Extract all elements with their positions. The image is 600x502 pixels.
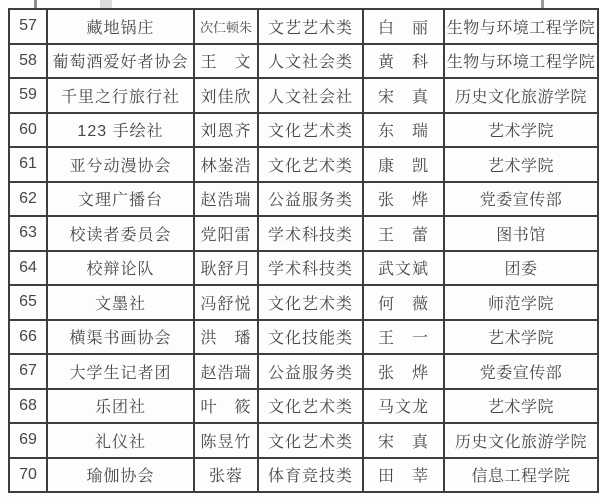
cell-category: 体育竞技类 [258, 458, 363, 493]
table-row [9, 147, 598, 182]
cell-category: 学术科技类 [258, 251, 363, 286]
table-row [9, 320, 598, 355]
cell-no: 68 [9, 389, 47, 424]
cell-club: 千里之行旅行社 [47, 78, 194, 113]
table-row [9, 113, 598, 148]
cell-category: 文化技能类 [258, 320, 363, 355]
cell-unit: 历史文化旅游学院 [444, 78, 598, 113]
cell-club: 礼仪社 [47, 423, 194, 458]
cell-leader: 林崟浩 [194, 147, 258, 182]
cell-unit: 艺术学院 [444, 389, 598, 424]
cell-no: 66 [9, 320, 47, 355]
table-row [9, 285, 598, 320]
cell-no: 67 [9, 354, 47, 389]
cell-no: 58 [9, 44, 47, 79]
cell-advisor: 张 烨 [363, 182, 444, 217]
table-row [9, 458, 598, 493]
club-table-body [9, 9, 598, 492]
cell-advisor: 何 薇 [363, 285, 444, 320]
cell-club: 亚兮动漫协会 [47, 147, 194, 182]
table-row [9, 182, 598, 217]
cell-category: 文化艺术类 [258, 147, 363, 182]
cell-advisor: 武文斌 [363, 251, 444, 286]
cell-category: 文化艺术类 [258, 389, 363, 424]
table-row [9, 216, 598, 251]
cell-advisor: 白 丽 [363, 9, 444, 44]
cell-club: 瑜伽协会 [47, 458, 194, 493]
cell-advisor: 王 一 [363, 320, 444, 355]
cell-leader: 冯舒悦 [194, 285, 258, 320]
cell-advisor: 张 烨 [363, 354, 444, 389]
cell-advisor: 宋 真 [363, 78, 444, 113]
cell-unit: 党委宣传部 [444, 354, 598, 389]
cell-unit: 艺术学院 [444, 113, 598, 148]
cell-club: 文墨社 [47, 285, 194, 320]
cell-category: 人文社会社 [258, 78, 363, 113]
cell-club: 文理广播台 [47, 182, 194, 217]
cell-unit: 历史文化旅游学院 [444, 423, 598, 458]
cell-leader: 耿舒月 [194, 251, 258, 286]
cell-category: 学术科技类 [258, 216, 363, 251]
cell-leader: 王 文 [194, 44, 258, 79]
cell-leader: 党阳雷 [194, 216, 258, 251]
cell-unit: 生物与环境工程学院 [444, 44, 598, 79]
cell-advisor: 王 蕾 [363, 216, 444, 251]
cell-leader: 张蓉 [194, 458, 258, 493]
cell-unit: 信息工程学院 [444, 458, 598, 493]
cell-advisor: 马文龙 [363, 389, 444, 424]
cell-unit: 师范学院 [444, 285, 598, 320]
cell-advisor: 东 瑞 [363, 113, 444, 148]
cell-no: 57 [9, 9, 47, 44]
cell-club: 123 手绘社 [47, 113, 194, 148]
cell-category: 公益服务类 [258, 354, 363, 389]
cell-leader: 陈昱竹 [194, 423, 258, 458]
table-row [9, 9, 598, 44]
cell-category: 文化艺术类 [258, 285, 363, 320]
cell-advisor: 黄 科 [363, 44, 444, 79]
cell-unit: 艺术学院 [444, 147, 598, 182]
cell-no: 69 [9, 423, 47, 458]
table-row [9, 354, 598, 389]
cell-category: 文化艺术类 [258, 113, 363, 148]
cell-leader: 刘恩齐 [194, 113, 258, 148]
cell-unit: 图书馆 [444, 216, 598, 251]
cell-leader: 次仁顿朱 [194, 9, 258, 44]
cell-advisor: 宋 真 [363, 423, 444, 458]
club-table [8, 8, 599, 493]
cell-leader: 刘佳欣 [194, 78, 258, 113]
cell-category: 文化艺术类 [258, 423, 363, 458]
cell-club: 藏地锅庄 [47, 9, 194, 44]
cell-unit: 生物与环境工程学院 [444, 9, 598, 44]
cell-category: 人文社会类 [258, 44, 363, 79]
cell-no: 65 [9, 285, 47, 320]
cell-club: 葡萄酒爱好者协会 [47, 44, 194, 79]
cell-club: 大学生记者团 [47, 354, 194, 389]
cell-unit: 党委宣传部 [444, 182, 598, 217]
cell-category: 文艺艺术类 [258, 9, 363, 44]
cell-club: 乐团社 [47, 389, 194, 424]
cell-no: 63 [9, 216, 47, 251]
cell-no: 64 [9, 251, 47, 286]
cell-unit: 团委 [444, 251, 598, 286]
cell-advisor: 康 凯 [363, 147, 444, 182]
cell-no: 70 [9, 458, 47, 493]
cell-leader: 洪 璠 [194, 320, 258, 355]
cell-category: 公益服务类 [258, 182, 363, 217]
cell-advisor: 田 莘 [363, 458, 444, 493]
cell-leader: 赵浩瑞 [194, 354, 258, 389]
table-row [9, 389, 598, 424]
table-row [9, 423, 598, 458]
cell-no: 62 [9, 182, 47, 217]
cell-no: 60 [9, 113, 47, 148]
cell-unit: 艺术学院 [444, 320, 598, 355]
table-row [9, 251, 598, 286]
cell-club: 横渠书画协会 [47, 320, 194, 355]
cell-no: 61 [9, 147, 47, 182]
cell-club: 校辩论队 [47, 251, 194, 286]
cell-leader: 叶 筱 [194, 389, 258, 424]
table-row [9, 78, 598, 113]
cell-leader: 赵浩瑞 [194, 182, 258, 217]
cell-club: 校读者委员会 [47, 216, 194, 251]
table-row [9, 44, 598, 79]
cell-no: 59 [9, 78, 47, 113]
